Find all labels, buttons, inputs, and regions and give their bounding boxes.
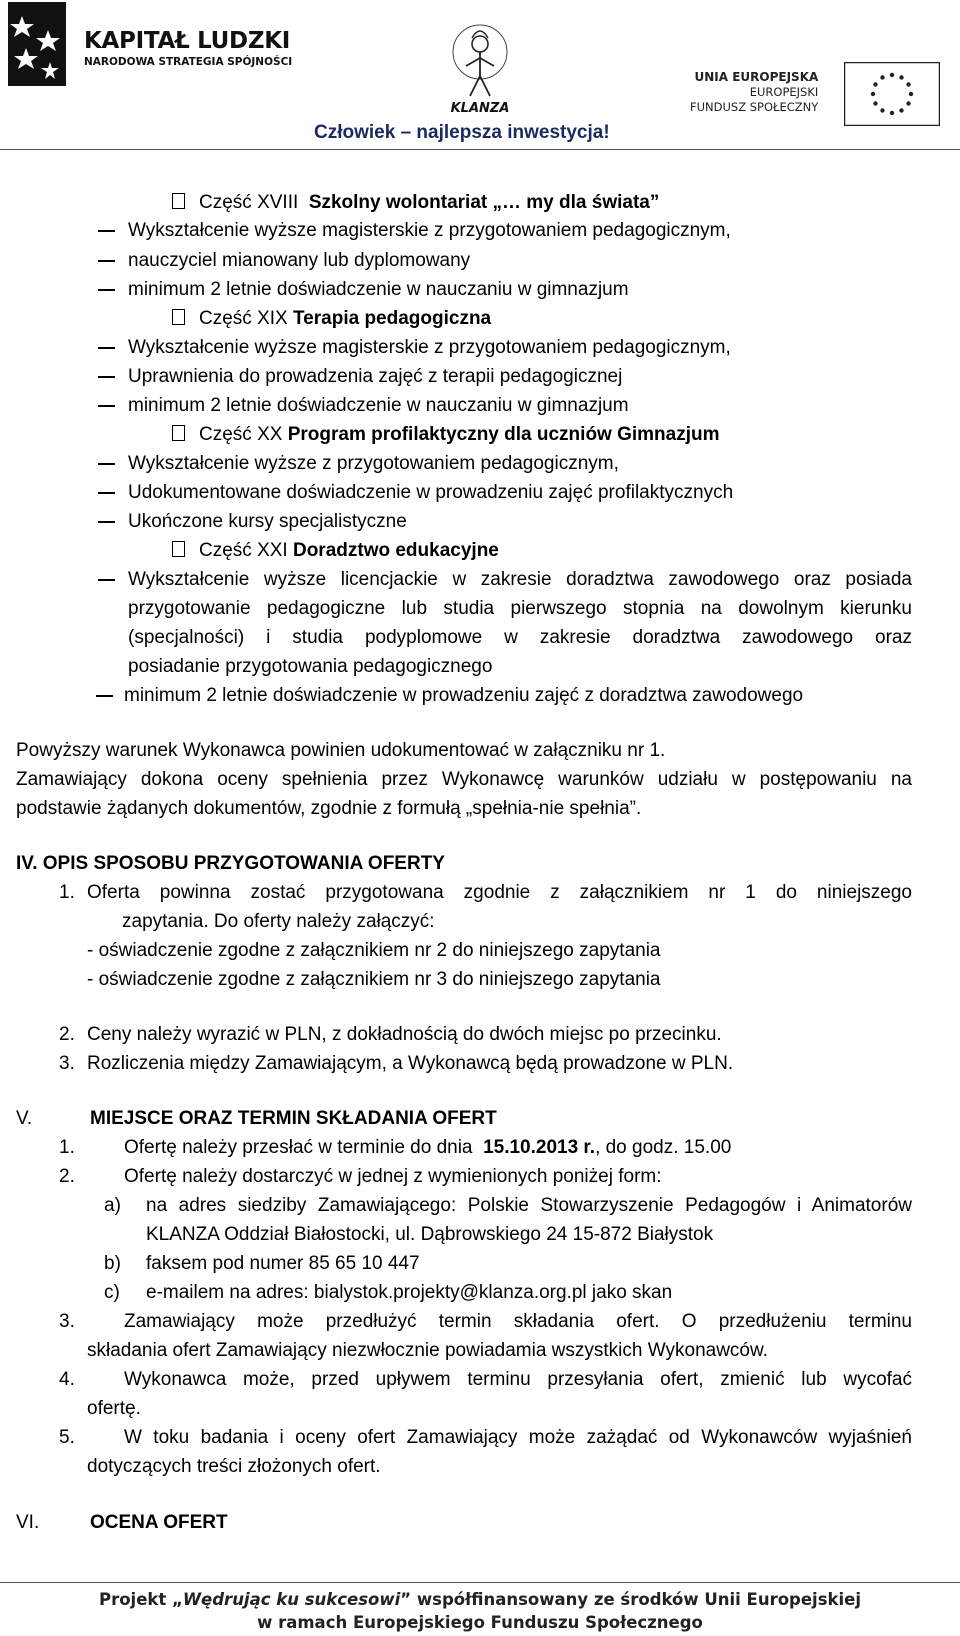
section-heading: IV. OPIS SPOSOBU PRZYGOTOWANIA OFERTY	[16, 853, 445, 874]
dash-icon	[98, 364, 115, 389]
dash-icon	[98, 480, 115, 505]
eu-wordmark	[690, 70, 818, 115]
checkbox-icon	[172, 541, 185, 557]
list-item-continuation: zapytania. Do oferty należy załączyć:	[122, 911, 435, 932]
list-item: nauczyciel mianowany lub dyplomowany	[128, 250, 471, 271]
footer-suffix: ” współfinansowany ze środków Unii Europejskiej	[400, 1590, 861, 1609]
sub-item: - oświadczenie zgodne z załącznikiem nr 2 do niniejszego zapytania	[87, 940, 661, 961]
checkbox-icon	[172, 193, 185, 209]
sub-item: na adres siedziby Zamawiającego: Polskie Stowarzyszenie Pedagogów i Animatorów	[146, 1195, 912, 1216]
sub-item: e-mailem na adres: bialystok.projekty@klanza.org.pl jako skan	[146, 1282, 673, 1303]
list-item	[124, 1135, 731, 1160]
list-item-continuation: posiadanie przygotowania pedagogicznego	[128, 656, 493, 677]
klanza-label: KLANZA	[450, 101, 510, 116]
kl-subtitle: NARODOWA STRATEGIA SPÓJNOŚCI	[84, 56, 293, 68]
item-number: 4.	[59, 1369, 75, 1390]
dash-icon	[98, 451, 115, 476]
slogan: Człowiek – najlepsza inwestycja!	[314, 122, 610, 143]
list-item: Oferta powinna zostać przygotowana zgodnie z załącznikiem nr 1 do niniejszego	[87, 882, 912, 903]
kapital-ludzki-logo-icon	[8, 2, 66, 86]
dash-icon	[98, 335, 115, 360]
list-item: Zamawiający może przedłużyć termin składania ofert. O przedłużeniu terminu	[124, 1311, 912, 1332]
sub-item: - oświadczenie zgodne z załącznikiem nr 3 do niniejszego zapytania	[87, 969, 661, 990]
list-item-continuation: dotyczących treści złożonych ofert.	[87, 1456, 381, 1477]
footer-line2: w ramach Europejskiego Funduszu Społecznego	[257, 1613, 703, 1632]
list-item: Wykonawca może, przed upływem terminu przesyłania ofert, zmienić lub wycofać	[124, 1369, 912, 1390]
list-item-continuation: (specjalności) i studia podyplomowe w zakresie doradztwa zawodowego oraz	[128, 627, 912, 648]
kapital-ludzki-wordmark	[84, 28, 292, 68]
condition-text: podstawie żądanych dokumentów, zgodnie z formułą „spełnia-nie spełnia”.	[16, 798, 642, 819]
dash-icon	[98, 509, 115, 534]
footer-prefix: Projekt „	[98, 1590, 183, 1609]
footer-divider	[0, 1582, 960, 1583]
list-item: Uprawnienia do prowadzenia zajęć z terapii pedagogicznej	[128, 366, 623, 387]
part-heading	[172, 422, 720, 447]
sub-item-continuation: KLANZA Oddział Białostocki, ul. Dąbrowskiego 24 15-872 Białystok	[146, 1224, 714, 1245]
item-number: 3.	[59, 1053, 75, 1074]
part-title: Program profilaktyczny dla uczniów Gimnazjum	[287, 424, 720, 445]
part-prefix: Część XIX	[199, 308, 288, 329]
list-item: Ofertę należy dostarczyć w jednej z wymienionych poniżej form:	[124, 1166, 662, 1187]
condition-text: Powyższy warunek Wykonawca powinien udokumentować w załączniku nr 1.	[16, 740, 666, 761]
deadline-text: Ofertę należy przesłać w terminie do dnia	[124, 1137, 473, 1158]
list-item: Wykształcenie wyższe z przygotowaniem pedagogicznym,	[128, 453, 619, 474]
list-item: minimum 2 letnie doświadczenie w prowadzeniu zajęć z doradztwa zawodowego	[124, 685, 804, 706]
klanza-logo-icon	[448, 20, 512, 118]
footer-line1	[0, 1590, 960, 1609]
dash-icon	[98, 393, 115, 418]
item-number: 5.	[59, 1427, 75, 1448]
list-item: Wykształcenie wyższe magisterskie z przygotowaniem pedagogicznym,	[128, 220, 731, 241]
sub-item: faksem pod numer 85 65 10 447	[146, 1253, 420, 1274]
list-item: Ceny należy wyrazić w PLN, z dokładnością do dwóch miejsc po przecinku.	[87, 1024, 722, 1045]
section-number: V.	[16, 1108, 33, 1129]
list-item-continuation: składania ofert Zamawiający niezwłocznie powiadamia wszystkich Wykonawców.	[87, 1340, 768, 1361]
dash-icon	[98, 277, 115, 302]
item-number: 2.	[59, 1024, 75, 1045]
checkbox-icon	[172, 425, 185, 441]
section-heading: OCENA OFERT	[90, 1512, 228, 1533]
item-number: 1.	[59, 1137, 75, 1158]
list-item-continuation: ofertę.	[87, 1398, 141, 1419]
list-item-continuation: przygotowanie pedagogiczne lub studia pierwszego stopnia na dowolnym kierunku	[128, 598, 912, 619]
eu-line1: UNIA EUROPEJSKA	[694, 70, 819, 84]
checkbox-icon	[172, 309, 185, 325]
dash-icon	[98, 218, 115, 243]
list-item: W toku badania i oceny ofert Zamawiający może zażądać od Wykonawców wyjaśnień	[124, 1427, 912, 1448]
item-number: 1.	[59, 882, 75, 903]
sub-item-label: b)	[104, 1253, 121, 1274]
footer-project-title: Wędrując ku sukcesowi	[182, 1590, 401, 1609]
part-heading	[172, 190, 659, 215]
eu-line2: EUROPEJSKI	[749, 85, 819, 99]
dash-icon	[98, 567, 115, 592]
part-title: Szkolny wolontariat „… my dla świata”	[308, 192, 660, 213]
part-prefix: Część XX	[199, 424, 283, 445]
header-divider	[0, 149, 960, 150]
list-item: Rozliczenia między Zamawiającym, a Wykonawcą będą prowadzone w PLN.	[87, 1053, 734, 1074]
eu-line3: FUNDUSZ SPOŁECZNY	[690, 100, 819, 114]
kl-title: KAPITAŁ LUDZKI	[84, 28, 290, 54]
eu-flag-icon	[844, 62, 940, 126]
list-item: Ukończone kursy specjalistyczne	[128, 511, 407, 532]
list-item: Udokumentowane doświadczenie w prowadzeniu zajęć profilaktycznych	[128, 482, 734, 503]
sub-item-label: c)	[104, 1282, 120, 1303]
list-item: minimum 2 letnie doświadczenie w nauczaniu w gimnazjum	[128, 395, 629, 416]
item-number: 2.	[59, 1166, 75, 1187]
section-heading: MIEJSCE ORAZ TERMIN SKŁADANIA OFERT	[90, 1108, 497, 1129]
list-item: minimum 2 letnie doświadczenie w nauczaniu w gimnazjum	[128, 279, 629, 300]
part-prefix: Część XVIII	[199, 192, 299, 213]
dash-icon	[96, 683, 113, 708]
dash-icon	[98, 248, 115, 273]
part-title: Doradztwo edukacyjne	[292, 540, 499, 561]
list-item: Wykształcenie wyższe magisterskie z przygotowaniem pedagogicznym,	[128, 337, 731, 358]
deadline-date: 15.10.2013 r.	[483, 1137, 596, 1158]
list-item: Wykształcenie wyższe licencjackie w zakresie doradztwa zawodowego oraz posiada	[128, 569, 912, 590]
section-number: VI.	[16, 1512, 40, 1533]
item-number: 3.	[59, 1311, 75, 1332]
sub-item-label: a)	[104, 1195, 121, 1216]
deadline-time: , do godz. 15.00	[595, 1137, 732, 1158]
part-prefix: Część XXI	[199, 540, 288, 561]
part-heading	[172, 538, 499, 563]
part-title: Terapia pedagogiczna	[292, 308, 492, 329]
part-heading	[172, 306, 491, 331]
condition-text: Zamawiający dokona oceny spełnienia przez Wykonawcę warunków udziału w postępowaniu na	[16, 769, 912, 790]
